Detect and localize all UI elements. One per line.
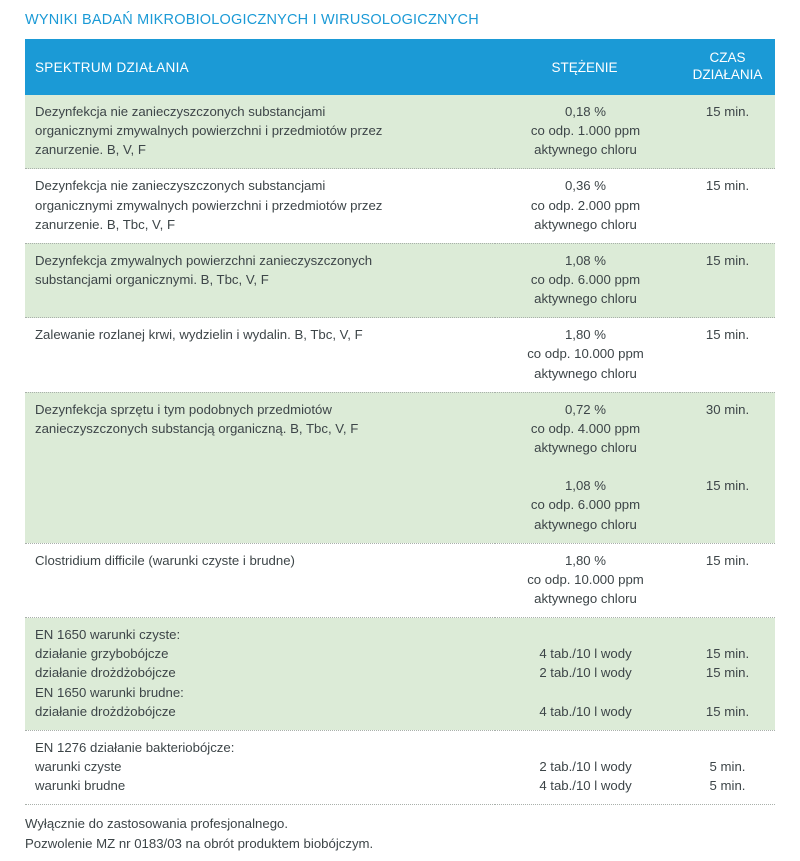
cell-time xyxy=(680,318,775,392)
cell-spectrum xyxy=(25,618,495,731)
cell-concentration-line: 1,80 % xyxy=(564,327,607,343)
cell-time-line xyxy=(680,419,775,438)
cell-spectrum-line: zanurzenie. B, Tbc, V, F xyxy=(35,216,176,232)
table-row xyxy=(25,730,775,804)
table-row xyxy=(25,95,775,169)
cell-concentration-line xyxy=(495,457,676,476)
footer-notes xyxy=(25,805,775,861)
cell-time-line: 15 min. xyxy=(705,252,750,268)
cell-concentration xyxy=(495,95,680,169)
column-header-time-line1: CZAS xyxy=(709,50,746,66)
column-header-time-line2: DZIAŁANIA xyxy=(692,67,763,82)
cell-spectrum-line: działanie drożdżobójcze xyxy=(35,665,176,681)
cell-concentration-line xyxy=(495,738,676,757)
cell-concentration-line: co odp. 4.000 ppm xyxy=(530,420,641,436)
cell-time-line: 15 min. xyxy=(705,478,750,494)
cell-concentration-line xyxy=(495,625,676,644)
cell-time-line xyxy=(680,438,775,457)
cell-spectrum-line: Dezynfekcja nie zanieczyszczonych substancjami xyxy=(35,104,326,119)
cell-concentration xyxy=(495,169,680,243)
cell-concentration-line: aktywnego chloru xyxy=(534,516,637,532)
cell-spectrum xyxy=(25,243,495,317)
results-table xyxy=(25,39,775,805)
cell-time xyxy=(680,392,775,543)
cell-spectrum-line: zanieczyszczonych substancją organiczną. B, Tbc, V, F xyxy=(35,420,359,436)
cell-concentration-line: co odp. 1.000 ppm xyxy=(530,123,641,139)
cell-spectrum-line: substancjami organicznymi. B, Tbc, V, F xyxy=(35,271,269,287)
table-header-row xyxy=(25,39,775,95)
cell-spectrum-line: EN 1276 działanie bakteriobójcze: xyxy=(35,739,235,755)
cell-spectrum-line: zanurzenie. B, V, F xyxy=(35,142,146,158)
cell-time-line xyxy=(680,683,775,702)
cell-time-line: 15 min. xyxy=(705,646,750,662)
footer-line-3-clipped xyxy=(25,854,775,861)
cell-time xyxy=(680,730,775,804)
cell-concentration-line: 2 tab./10 l wody xyxy=(539,758,632,774)
column-header-spectrum: SPEKTRUM DZIAŁANIA xyxy=(25,39,495,95)
cell-time-line xyxy=(680,738,775,757)
table-row xyxy=(25,169,775,243)
cell-concentration-line: 1,08 % xyxy=(564,478,607,494)
cell-spectrum-line: działanie drożdżobójcze xyxy=(35,703,176,719)
cell-spectrum xyxy=(25,543,495,617)
cell-time-line: 15 min. xyxy=(705,552,750,568)
cell-time-line: 15 min. xyxy=(705,178,750,194)
cell-spectrum-line: Clostridium difficile (warunki czyste i brudne) xyxy=(35,552,295,568)
column-header-time xyxy=(680,39,775,95)
cell-time-line: 15 min. xyxy=(705,327,750,343)
cell-spectrum-line: Dezynfekcja sprzętu i tym podobnych przedmiotów xyxy=(35,401,332,417)
cell-time-line: 15 min. xyxy=(705,665,750,681)
column-header-concentration: STĘŻENIE xyxy=(495,39,680,95)
cell-concentration xyxy=(495,392,680,543)
cell-concentration-line: co odp. 2.000 ppm xyxy=(530,197,641,213)
cell-concentration-line: 0,36 % xyxy=(564,178,607,194)
cell-concentration-line: aktywnego chloru xyxy=(534,142,637,158)
cell-concentration-line: 1,08 % xyxy=(564,252,607,268)
cell-time xyxy=(680,169,775,243)
table-row xyxy=(25,243,775,317)
page-title: WYNIKI BADAŃ MIKROBIOLOGICZNYCH I WIRUSOLOGICZNYCH xyxy=(25,12,479,28)
cell-concentration-line xyxy=(495,683,676,702)
cell-concentration-line: aktywnego chloru xyxy=(534,590,637,606)
footer-line-2: Pozwolenie MZ nr 0183/03 na obrót produktem biobójczym. xyxy=(25,836,374,852)
cell-spectrum-line: Dezynfekcja zmywalnych powierzchni zanieczyszczonych xyxy=(35,252,373,268)
table-row xyxy=(25,318,775,392)
cell-concentration xyxy=(495,543,680,617)
cell-concentration-line: 4 tab./10 l wody xyxy=(539,778,632,794)
cell-time-line xyxy=(680,625,775,644)
cell-time-line xyxy=(680,457,775,476)
cell-spectrum-line: warunki brudne xyxy=(35,778,126,794)
cell-time-line: 5 min. xyxy=(709,758,746,774)
cell-spectrum-line: organicznymi zmywalnych powierzchni i przedmiotów przez xyxy=(35,123,383,139)
table-header xyxy=(25,39,775,95)
cell-spectrum-line: działanie grzybobójcze xyxy=(35,646,169,662)
cell-time xyxy=(680,618,775,731)
table-body xyxy=(25,95,775,805)
footer-line-1: Wyłącznie do zastosowania profesjonalnego. xyxy=(25,816,289,832)
cell-spectrum-line: Zalewanie rozlanej krwi, wydzielin i wydalin. B, Tbc, V, F xyxy=(35,327,363,343)
cell-concentration xyxy=(495,318,680,392)
table-row xyxy=(25,392,775,543)
cell-spectrum-line: organicznymi zmywalnych powierzchni i przedmiotów przez xyxy=(35,197,383,213)
cell-concentration-line: 4 tab./10 l wody xyxy=(539,703,632,719)
cell-concentration-line: co odp. 10.000 ppm xyxy=(527,571,644,587)
cell-concentration-line: co odp. 6.000 ppm xyxy=(530,497,641,513)
cell-concentration-line: aktywnego chloru xyxy=(534,216,637,232)
cell-concentration xyxy=(495,618,680,731)
cell-concentration xyxy=(495,730,680,804)
cell-time xyxy=(680,243,775,317)
cell-concentration-line: co odp. 10.000 ppm xyxy=(527,346,644,362)
cell-concentration xyxy=(495,243,680,317)
cell-concentration-line: aktywnego chloru xyxy=(534,439,637,455)
table-row xyxy=(25,618,775,731)
cell-time-line: 15 min. xyxy=(705,104,750,119)
cell-spectrum-line: EN 1650 warunki czyste: xyxy=(35,627,181,643)
cell-concentration-line: 2 tab./10 l wody xyxy=(539,665,632,681)
cell-spectrum xyxy=(25,318,495,392)
cell-concentration-line: 4 tab./10 l wody xyxy=(539,646,632,662)
cell-time xyxy=(680,95,775,169)
cell-concentration-line: aktywnego chloru xyxy=(534,365,637,381)
cell-spectrum-line: warunki czyste xyxy=(35,758,122,774)
cell-spectrum-line: Dezynfekcja nie zanieczyszczonych substancjami xyxy=(35,178,326,194)
cell-concentration-line: 1,80 % xyxy=(564,552,607,568)
cell-time-line: 5 min. xyxy=(709,778,746,794)
cell-spectrum xyxy=(25,730,495,804)
cell-concentration-line: 0,18 % xyxy=(564,104,607,119)
cell-time xyxy=(680,543,775,617)
cell-time-line: 30 min. xyxy=(705,401,750,417)
cell-spectrum xyxy=(25,169,495,243)
cell-spectrum xyxy=(25,95,495,169)
cell-concentration-line: aktywnego chloru xyxy=(534,291,637,307)
cell-time-line: 15 min. xyxy=(705,703,750,719)
cell-concentration-line: co odp. 6.000 ppm xyxy=(530,271,641,287)
cell-spectrum xyxy=(25,392,495,543)
cell-spectrum-line: EN 1650 warunki brudne: xyxy=(35,684,184,700)
table-row xyxy=(25,543,775,617)
cell-concentration-line: 0,72 % xyxy=(564,401,607,417)
